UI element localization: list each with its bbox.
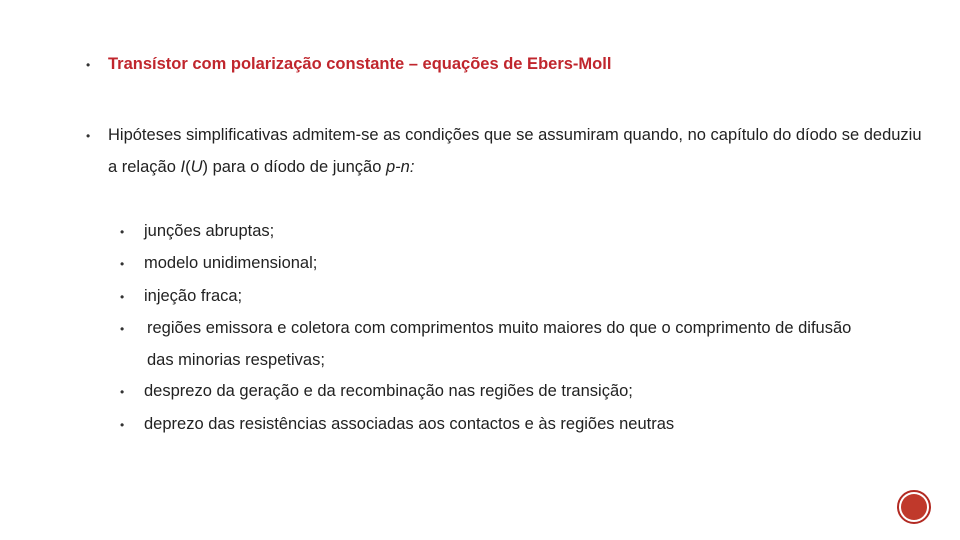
intro-paragraph: [108, 119, 926, 183]
list-item: [120, 375, 633, 407]
bullet-marker: •: [120, 322, 125, 336]
slide-heading: Transístor com polarização constante – equações de Ebers-Moll: [108, 55, 612, 73]
page-number-circle-icon: [901, 494, 927, 520]
list-item-text: modelo unidimensional;: [144, 254, 318, 272]
bullet-marker: •: [120, 418, 125, 432]
junction-type: p-n:: [385, 158, 415, 176]
list-item: [120, 280, 242, 312]
voltage-symbol: U: [190, 158, 203, 176]
list-item: [120, 312, 880, 376]
list-item: [120, 215, 274, 247]
list-item-text: desprezo da geração e da recombinação nas regiões de transição;: [144, 382, 633, 400]
paren-close: ): [202, 158, 208, 176]
intro-row: [86, 119, 926, 183]
list-item: [120, 247, 317, 279]
heading-row: [86, 55, 611, 74]
bullet-marker: •: [120, 385, 125, 399]
list-item-text: junções abruptas;: [144, 222, 275, 240]
intro-text-part1: Hipóteses simplificativas admitem-se as condições que se assumiram quando, no capítulo do díodo se deduziu a relação: [108, 126, 922, 176]
list-item: [120, 408, 674, 440]
list-item-text: injeção fraca;: [144, 287, 243, 305]
bullet-marker: •: [86, 58, 91, 72]
paren-open: (: [185, 158, 191, 176]
bullet-marker: •: [120, 225, 125, 239]
bullet-marker: •: [86, 129, 91, 143]
bullet-marker: •: [120, 290, 125, 304]
current-symbol: I: [180, 158, 186, 176]
intro-text-part2: para o díodo de junção: [207, 158, 386, 176]
bullet-marker: •: [120, 257, 125, 271]
page-number-badge: [897, 490, 931, 524]
list-item-text: deprezo das resistências associadas aos contactos e às regiões neutras: [144, 415, 675, 433]
list-item-text: regiões emissora e coletora com comprimentos muito maiores do que o comprimento de difusão das minorias respetivas;: [147, 319, 852, 369]
